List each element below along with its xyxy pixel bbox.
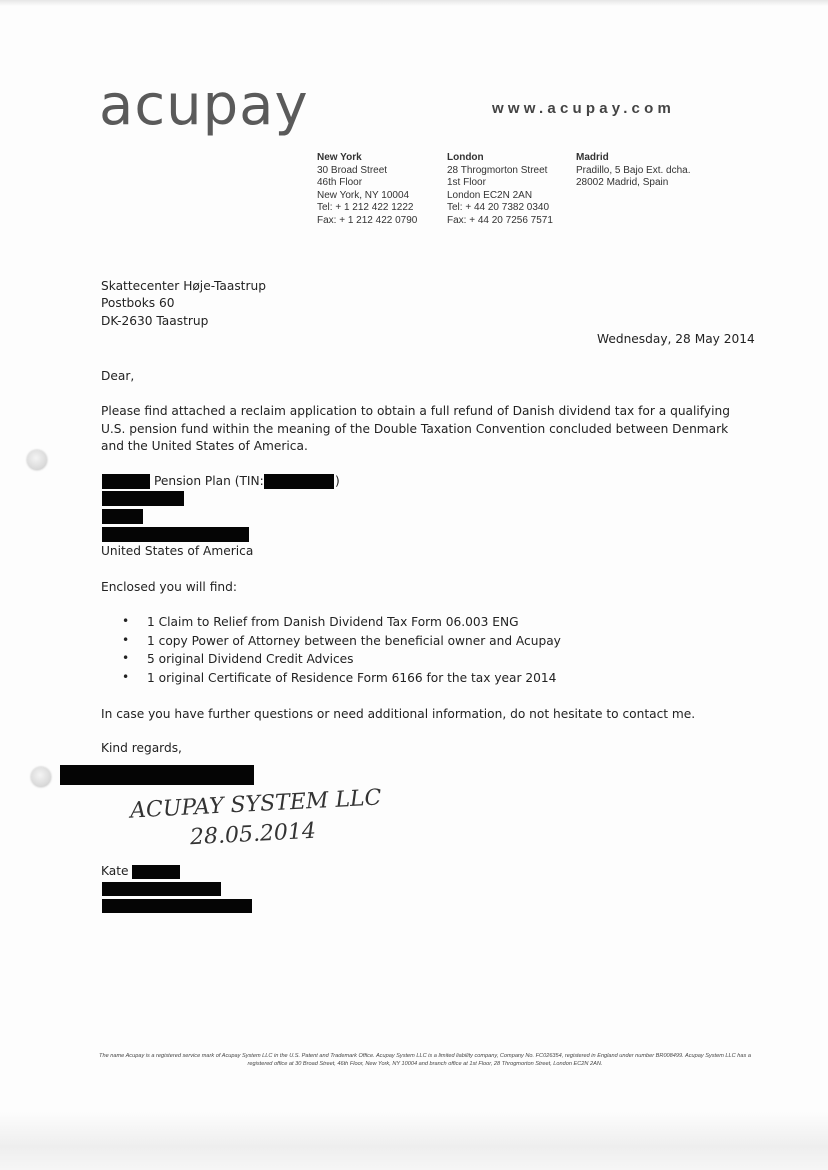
office-city: New York xyxy=(317,152,362,163)
recipient-line: Postboks 60 xyxy=(101,296,175,310)
signer-first-name: Kate xyxy=(101,864,129,878)
office-line: Fax: + 44 20 7256 7571 xyxy=(447,214,553,226)
legal-footer: The name Acupay is a registered service mark of Acupay System LLC in the U.S. Patent and Trademark Office. Acupay System LLC is a limited liability company, Company No. FC026354, registered in England under number BR008499. Acupay System LLC has a registered office at 30 Broad Street, 46th Floor, New York, NY 10004 and branch office at 1st Floor, 28 Throgmorton Street, London EC2N 2AN. xyxy=(99,1053,751,1067)
handwritten-company: ACUPAY SYSTEM LLC xyxy=(129,785,383,824)
redaction-box xyxy=(102,474,150,489)
signature-redaction xyxy=(60,765,254,785)
kind-regards: Kind regards, xyxy=(101,741,182,755)
scan-edge-top xyxy=(0,0,828,6)
closing-text: In case you have further questions or need additional information, do not hesitate to contact me. xyxy=(101,707,696,721)
office-city: London xyxy=(447,152,484,163)
office-line: Fax: + 1 212 422 0790 xyxy=(317,214,418,226)
redaction-box xyxy=(102,899,252,913)
enclosure-item: 1 Claim to Relief from Danish Dividend Tax Form 06.003 ENG xyxy=(147,615,519,629)
website-url: www.acupay.com xyxy=(492,100,676,117)
office-line: Tel: + 44 20 7382 0340 xyxy=(447,202,550,213)
bullet-icon: • xyxy=(122,633,130,647)
punch-hole-icon xyxy=(31,767,51,787)
recipient-line: Skattecenter Høje-Taastrup xyxy=(101,279,266,293)
office-line: 46th Floor xyxy=(317,177,363,188)
scan-edge-bottom xyxy=(0,1112,828,1170)
punch-hole-icon xyxy=(27,450,47,470)
intro-paragraph: Please find attached a reclaim application to obtain a full refund of Danish dividend tax for a qualifying U.S. pension fund within the meaning of the Double Taxation Convention concluded between Denmark and the United States of America. xyxy=(101,404,730,453)
handwritten-date: 28.05.2014 xyxy=(189,818,317,851)
redaction-box xyxy=(102,491,184,506)
redaction-box xyxy=(102,527,249,542)
office-line: Tel: + 1 212 422 1222 xyxy=(317,202,414,213)
office-new-york xyxy=(317,152,417,227)
plan-label: Pension Plan (TIN: xyxy=(154,474,264,488)
office-line: 1st Floor xyxy=(447,177,486,188)
enclosure-item: 5 original Dividend Credit Advices xyxy=(147,652,354,666)
enclosed-heading: Enclosed you will find: xyxy=(101,580,237,594)
acupay-logo: acupay xyxy=(99,73,309,138)
letter-date: Wednesday, 28 May 2014 xyxy=(597,332,755,346)
redaction-box xyxy=(264,474,334,489)
salutation: Dear, xyxy=(101,369,135,383)
office-city: Madrid xyxy=(576,152,609,163)
office-line: 30 Broad Street xyxy=(317,164,388,176)
bullet-icon: • xyxy=(122,670,130,684)
office-madrid xyxy=(576,152,691,190)
office-london xyxy=(447,152,553,227)
enclosure-item: 1 copy Power of Attorney between the beneficial owner and Acupay xyxy=(147,634,561,648)
recipient-line: DK-2630 Taastrup xyxy=(101,314,209,328)
office-line: London EC2N 2AN xyxy=(447,189,533,201)
enclosure-item: 1 original Certificate of Residence Form 6166 for the tax year 2014 xyxy=(147,671,557,685)
office-line: 28 Throgmorton Street xyxy=(447,164,548,176)
bullet-icon: • xyxy=(122,651,130,665)
redaction-box xyxy=(102,509,143,524)
bullet-icon: • xyxy=(122,614,130,628)
office-line: New York, NY 10004 xyxy=(317,189,410,201)
plan-country: United States of America xyxy=(101,544,254,558)
redaction-box xyxy=(132,865,180,879)
plan-label-close: ) xyxy=(335,474,340,488)
office-line: Pradillo, 5 Bajo Ext. dcha. xyxy=(576,164,691,176)
office-line: 28002 Madrid, Spain xyxy=(576,177,669,188)
redaction-box xyxy=(102,882,221,896)
